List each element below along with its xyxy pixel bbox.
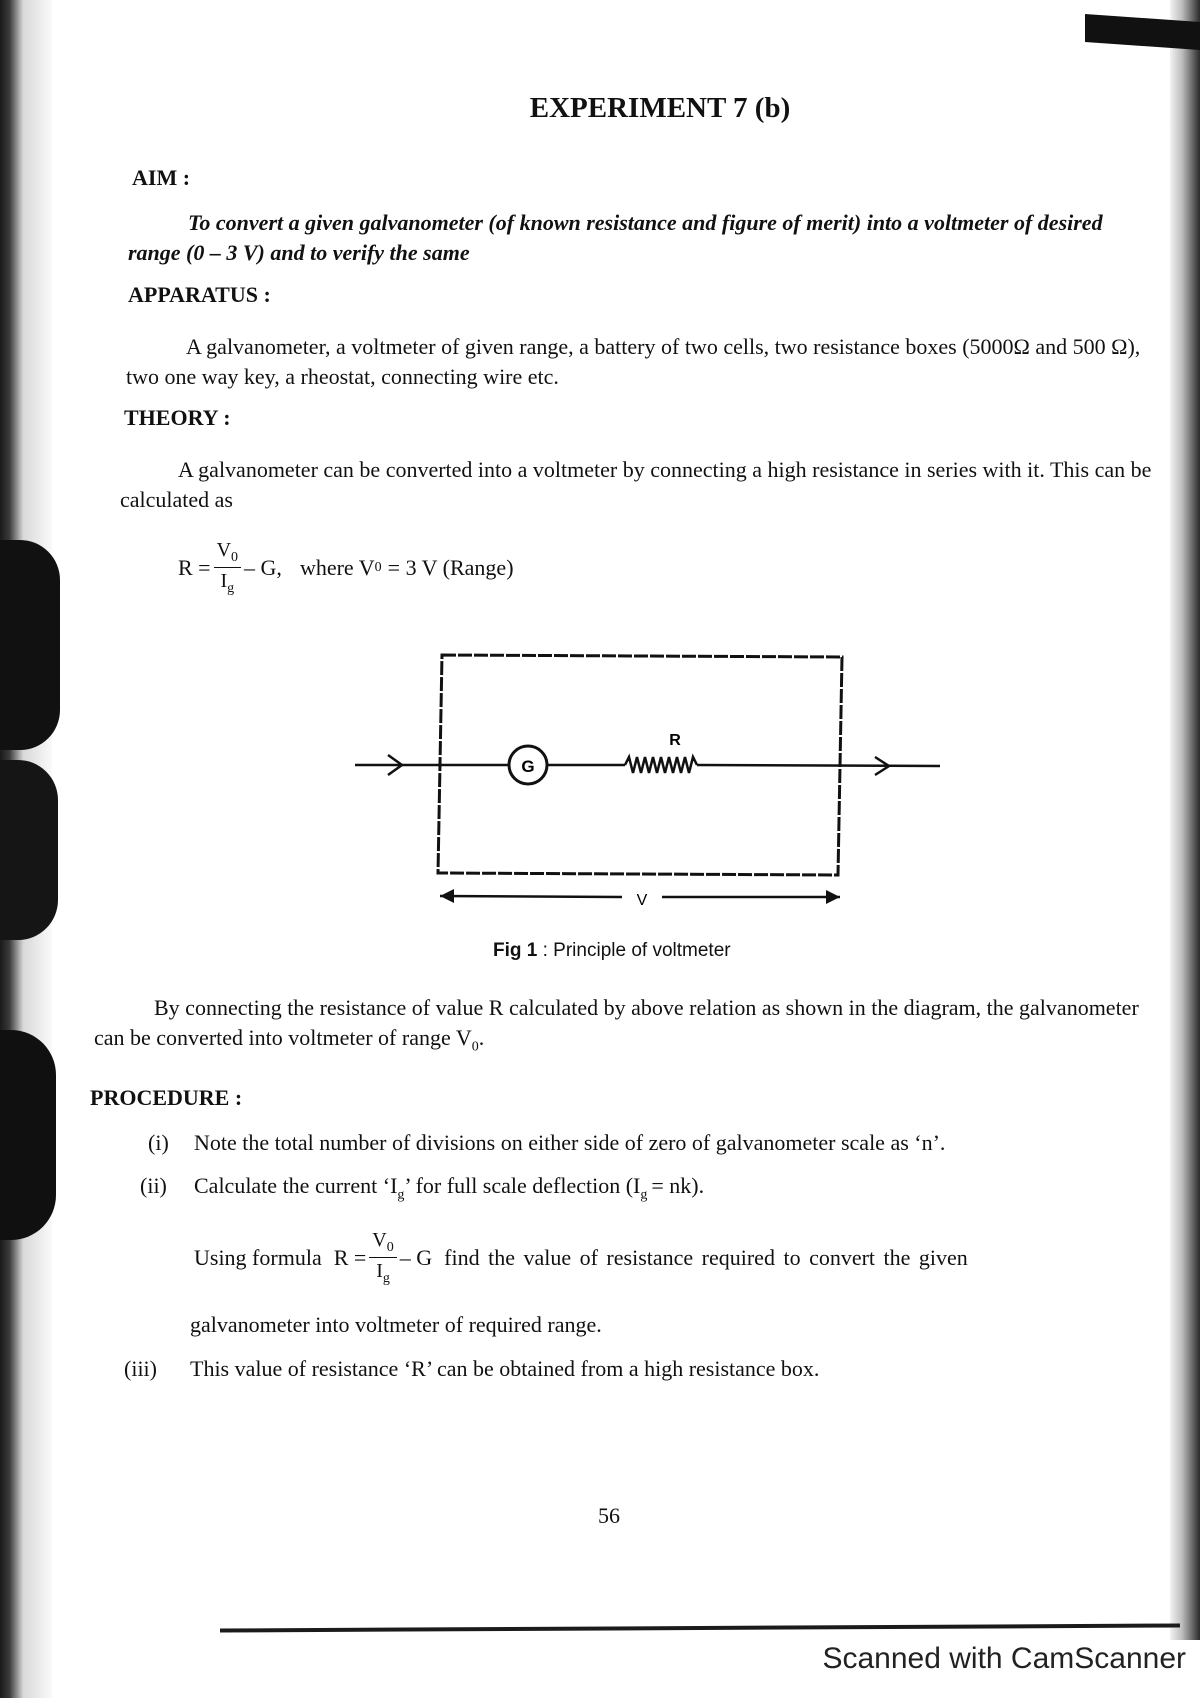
procedure-item-2-b: ’ for full scale deflection (I — [404, 1173, 641, 1198]
explanation-end: . — [478, 1025, 485, 1050]
procedure-formula-numerator-sub: 0 — [386, 1240, 394, 1255]
procedure-item-3-num: (iii) — [124, 1356, 157, 1381]
procedure-formula-lhs: R = — [333, 1245, 367, 1270]
formula-where: where V — [299, 555, 375, 580]
formula-numerator-sub: 0 — [231, 550, 239, 565]
scan-bottom-edge — [220, 1623, 1180, 1632]
figure-caption — [493, 940, 731, 962]
figure-caption-label: Fig 1 — [493, 940, 538, 961]
formula-numerator: V — [216, 539, 232, 561]
aim-text: To convert a given galvanometer (of known resistance and figure of merit) into a voltmeter of desired range (0 – 3 V) and to verify the same — [128, 210, 1103, 265]
voltmeter-circuit-diagram — [340, 645, 960, 925]
resistor-label: R — [669, 732, 681, 749]
procedure-formula-line — [194, 1230, 968, 1286]
procedure-item-1 — [148, 1128, 1158, 1158]
procedure-formula-minus-g: – G — [399, 1245, 433, 1270]
galvanometer-label: G — [521, 757, 535, 776]
procedure-formula-numerator: V — [372, 1229, 387, 1251]
voltage-label: V — [636, 892, 648, 909]
apparatus-text: A galvanometer, a voltmeter of given range, a battery of two cells, two resistance boxes (5000Ω and 500 Ω), two one way key, a rheostat, connecting wire etc. — [126, 334, 1141, 389]
explanation-sub: 0 — [471, 1039, 479, 1055]
formula-fraction — [214, 540, 241, 596]
formula-where-sub: 0 — [374, 560, 382, 575]
output-wire — [697, 765, 940, 766]
procedure-item-2-c: = nk). — [651, 1173, 705, 1198]
aim-heading: AIM : — [132, 165, 191, 190]
formula-minus-g: – G, — [244, 555, 282, 580]
procedure-item-3 — [124, 1354, 1160, 1384]
procedure-item-2-sub: g — [397, 1187, 405, 1203]
procedure-formula-denominator-sub: g — [382, 1271, 390, 1286]
theory-text: A galvanometer can be converted into a voltmeter by connecting a high resistance in series with it. This can be calculated as — [120, 457, 1152, 512]
scan-shadow-blob — [0, 760, 58, 940]
formula-denominator-sub: g — [227, 581, 235, 596]
scan-shadow-blob — [0, 540, 60, 750]
procedure-heading: PROCEDURE : — [90, 1085, 243, 1110]
apparatus-heading: APPARATUS : — [128, 282, 271, 307]
explanation-text — [94, 993, 1160, 1062]
voltage-arrow-left — [440, 896, 622, 897]
procedure-item-2-continued: galvanometer into voltmeter of required range. — [190, 1312, 602, 1337]
procedure-item-2-a: Calculate the current ‘I — [194, 1173, 398, 1198]
resistor-icon — [625, 757, 697, 773]
procedure-using-label: Using formula — [194, 1245, 322, 1270]
page-title: EXPERIMENT 7 (b) — [529, 92, 791, 124]
procedure-formula-fraction — [369, 1230, 396, 1286]
procedure-item-2-sub2: g — [640, 1187, 648, 1203]
camscanner-watermark: Scanned with CamScanner — [822, 1642, 1186, 1675]
procedure-item-2 — [140, 1171, 1158, 1210]
theory-heading: THEORY : — [124, 405, 231, 430]
formula-lhs: R = — [178, 555, 211, 580]
page-number: 56 — [598, 1503, 620, 1528]
procedure-item-1-text: Note the total number of divisions on either side of zero of galvanometer scale as ‘n’. — [194, 1130, 946, 1155]
scan-shadow-blob — [0, 1030, 56, 1240]
procedure-item-1-num: (i) — [148, 1130, 169, 1155]
formula-denominator: I — [220, 570, 228, 592]
procedure-formula-denominator: I — [376, 1260, 383, 1282]
scan-shadow-right — [1170, 0, 1200, 1640]
procedure-using-text: find the value of resistance required to convert the given — [444, 1245, 968, 1270]
voltage-arrowhead-left-icon — [440, 889, 454, 903]
formula-where-rest: = 3 V (Range) — [387, 555, 514, 580]
voltmeter-formula — [178, 540, 514, 596]
voltage-arrowhead-right-icon — [826, 890, 840, 904]
procedure-item-3-text: This value of resistance ‘R’ can be obtained from a high resistance box. — [190, 1356, 820, 1381]
figure-caption-text: : Principle of voltmeter — [542, 940, 731, 961]
explanation-body: By connecting the resistance of value R calculated by above relation as shown in the diagram, the galvanometer can be converted into voltmeter of range V — [94, 995, 1139, 1050]
procedure-item-2-num: (ii) — [140, 1173, 167, 1198]
